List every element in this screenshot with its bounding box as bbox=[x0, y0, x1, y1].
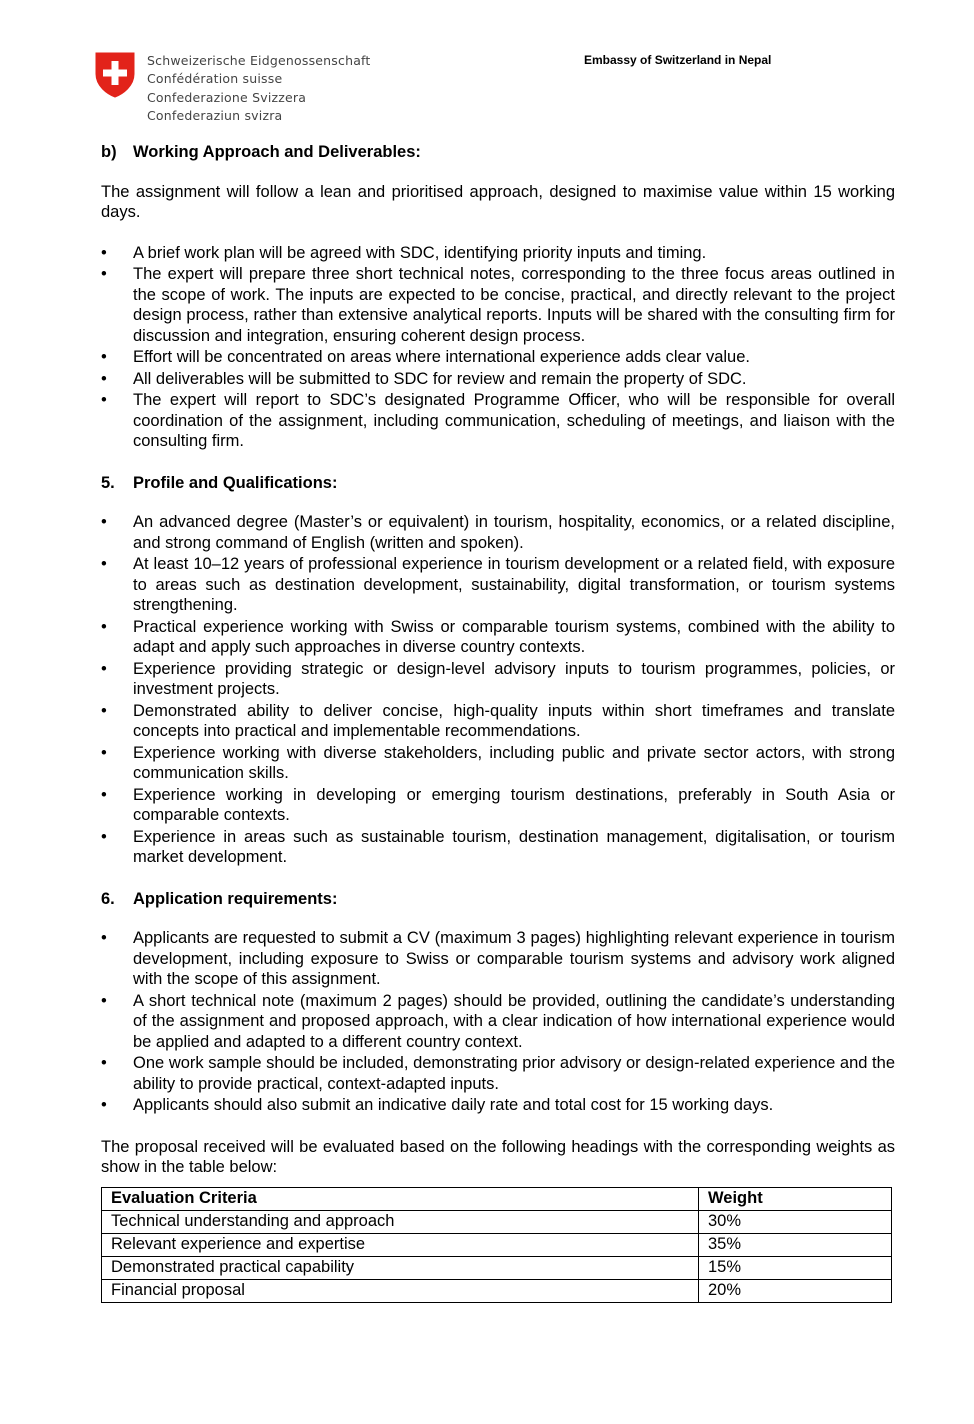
bullet-icon: • bbox=[101, 1054, 107, 1072]
section-5-bullets bbox=[101, 512, 895, 868]
list-item-text: An advanced degree (Master’s or equivalent) in tourism, hospitality, economics, or a related discipline, and strong command of English (written and spoken). bbox=[133, 513, 895, 552]
bullet-icon: • bbox=[101, 555, 107, 573]
document-body bbox=[101, 142, 895, 1303]
bullet-icon: • bbox=[101, 617, 107, 636]
list-item bbox=[101, 243, 895, 264]
list-item-text: Experience in areas such as sustainable tourism, destination management, digitalisation, or tourism market development. bbox=[133, 827, 895, 866]
list-item bbox=[101, 1053, 895, 1094]
bullet-icon: • bbox=[101, 391, 107, 409]
section-b-heading bbox=[101, 142, 895, 163]
bullet-icon: • bbox=[101, 243, 107, 262]
table-cell: 30% bbox=[699, 1210, 892, 1233]
list-item-text: At least 10–12 years of professional experience in tourism development or a related field, with exposure to areas such as destination development, sustainability, digital transformation, or tourism systems strengthening. bbox=[133, 555, 895, 614]
list-item-text: Experience working in developing or emerging tourism destinations, preferably in South Asia or comparable contexts. bbox=[133, 785, 895, 824]
list-item-text: One work sample should be included, demonstrating prior advisory or design-related experience and the ability to provide practical, context-adapted inputs. bbox=[133, 1054, 895, 1093]
list-item-text: Applicants are requested to submit a CV (maximum 3 pages) highlighting relevant experience in tourism development, including exposure to Swiss or comparable tourism systems and advisory work aligned with the scope of this assignment. bbox=[133, 929, 895, 988]
section-title: Profile and Qualifications: bbox=[133, 473, 338, 492]
section-number: b) bbox=[101, 143, 117, 161]
list-item bbox=[101, 928, 895, 990]
column-header: Weight bbox=[699, 1187, 892, 1210]
list-item bbox=[101, 617, 895, 658]
section-5-heading bbox=[101, 473, 895, 494]
bullet-icon: • bbox=[101, 827, 107, 846]
list-item-text: A brief work plan will be agreed with SDC, identifying priority inputs and timing. bbox=[133, 243, 707, 262]
bullet-icon: • bbox=[101, 991, 107, 1010]
list-item-text: Demonstrated ability to deliver concise, high-quality inputs within short timeframes and translate concepts into practical and implementable recommendations. bbox=[133, 701, 895, 740]
confederation-line-rm: Confederaziun svizra bbox=[147, 107, 283, 123]
confederation-line-de: Schweizerische Eidgenossenschaft bbox=[147, 53, 371, 68]
evaluation-intro: The proposal received will be evaluated based on the following headings with the corresponding weights as show in the table below: bbox=[101, 1137, 895, 1176]
bullet-icon: • bbox=[101, 265, 107, 283]
table-cell: 35% bbox=[699, 1233, 892, 1256]
evaluation-table bbox=[101, 1187, 892, 1303]
list-item-text: The expert will prepare three short technical notes, corresponding to the three focus areas outlined in the scope of work. The inputs are expected to be concise, practical, and directly relevant to the project design process, rather than extensive analytical reports. Inputs will be shared with the consulting firm for discussion and integration, ensuring coherent design process. bbox=[133, 265, 895, 345]
section-6-heading bbox=[101, 889, 895, 910]
table-row bbox=[102, 1233, 892, 1256]
table-cell: Relevant experience and expertise bbox=[102, 1233, 699, 1256]
list-item bbox=[101, 512, 895, 553]
list-item bbox=[101, 785, 895, 826]
section-title: Working Approach and Deliverables: bbox=[133, 143, 421, 161]
bullet-icon: • bbox=[101, 369, 107, 388]
section-number: 6. bbox=[101, 889, 115, 908]
list-item-text: The expert will report to SDC’s designated Programme Officer, who will be responsible for overall coordination of the assignment, including communication, scheduling of meetings, and liaison with the consulting firm. bbox=[133, 391, 895, 450]
list-item bbox=[101, 659, 895, 700]
bullet-icon: • bbox=[101, 513, 107, 531]
table-header-row bbox=[102, 1187, 892, 1210]
table-cell: 15% bbox=[699, 1256, 892, 1279]
bullet-icon: • bbox=[101, 659, 107, 678]
bullet-icon: • bbox=[101, 348, 107, 366]
list-item-text: Applicants should also submit an indicative daily rate and total cost for 15 working days. bbox=[133, 1096, 774, 1114]
table-cell: Financial proposal bbox=[102, 1279, 699, 1302]
list-item-text: Practical experience working with Swiss or comparable tourism systems, combined with the ability to adapt and apply such approaches in diverse country contexts. bbox=[133, 617, 895, 656]
list-item bbox=[101, 264, 895, 346]
confederation-line-fr: Confédération suisse bbox=[147, 71, 283, 87]
bullet-icon: • bbox=[101, 785, 107, 804]
list-item bbox=[101, 1095, 895, 1116]
table-cell: Demonstrated practical capability bbox=[102, 1256, 699, 1279]
section-number: 5. bbox=[101, 473, 115, 492]
section-6-bullets bbox=[101, 928, 895, 1116]
list-item-text: A short technical note (maximum 2 pages) should be provided, outlining the candidate’s understanding of the assignment and proposed approach, with a clear indication of how international experience would be applied and adapted to a different country context. bbox=[133, 991, 895, 1051]
list-item bbox=[101, 369, 895, 390]
swiss-cross-shield-icon bbox=[95, 52, 135, 98]
list-item bbox=[101, 347, 895, 368]
list-item bbox=[101, 701, 895, 742]
table-cell: 20% bbox=[699, 1279, 892, 1302]
confederation-name-block bbox=[147, 52, 371, 125]
list-item bbox=[101, 827, 895, 868]
section-b-intro: The assignment will follow a lean and prioritised approach, designed to maximise value within 15 working days. bbox=[101, 182, 895, 221]
list-item bbox=[101, 390, 895, 452]
bullet-icon: • bbox=[101, 743, 107, 762]
column-header: Evaluation Criteria bbox=[102, 1187, 699, 1210]
embassy-name: Embassy of Switzerland in Nepal bbox=[584, 53, 772, 67]
list-item-text: All deliverables will be submitted to SDC for review and remain the property of SDC. bbox=[133, 369, 747, 388]
section-title: Application requirements: bbox=[133, 889, 338, 908]
list-item bbox=[101, 991, 895, 1053]
confederation-line-it: Confederazione Svizzera bbox=[147, 89, 307, 105]
list-item-text: Effort will be concentrated on areas where international experience adds clear value. bbox=[133, 348, 750, 366]
section-b-bullets bbox=[101, 243, 895, 452]
bullet-icon: • bbox=[101, 929, 107, 947]
list-item bbox=[101, 554, 895, 616]
bullet-icon: • bbox=[101, 1096, 107, 1114]
table-row bbox=[102, 1279, 892, 1302]
bullet-icon: • bbox=[101, 701, 107, 720]
document-header bbox=[95, 52, 895, 132]
table-row bbox=[102, 1210, 892, 1233]
list-item-text: Experience working with diverse stakeholders, including public and private sector actors, with strong communication skills. bbox=[133, 743, 895, 782]
table-cell: Technical understanding and approach bbox=[102, 1210, 699, 1233]
table-row bbox=[102, 1256, 892, 1279]
list-item-text: Experience providing strategic or design-level advisory inputs to tourism programmes, policies, or investment projects. bbox=[133, 659, 895, 698]
list-item bbox=[101, 743, 895, 784]
